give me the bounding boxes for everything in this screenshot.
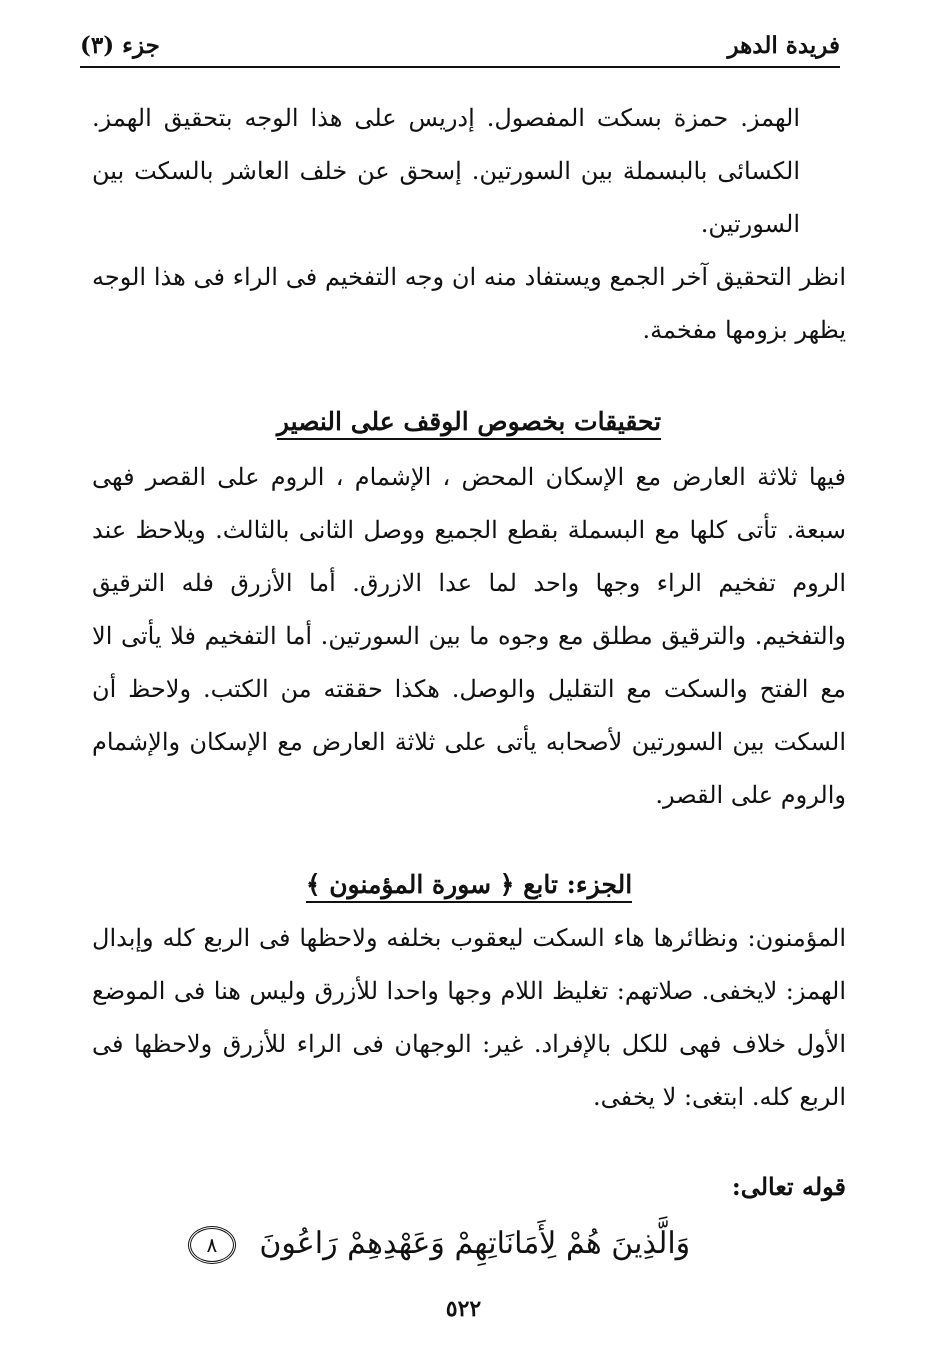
header-divider: [80, 66, 840, 68]
section-heading-surah-text: الجزء: تابع ﴿ سورة المؤمنون ﴾: [306, 870, 632, 903]
verse-label: قوله تعالى:: [731, 1172, 846, 1201]
section-body-waqf: فيها ثلاثة العارض مع الإسكان المحض ، الإشمام ، الروم على القصر فهى سبعة. تأتى كلها مع البسملة بقطع الجميع ووصل الثانى بالثالث. ويلاحظ عند الروم تفخيم الراء وجها واحد لما عدا الازرق. أما الأزرق فله الترقيق والتفخيم. والترقيق مطلق مع وجوه ما بين السورتين. أما التفخيم فلا يأتى الا مع الفتح والسكت مع التقليل والوصل. هكذا حققته من الكتب. ولاحظ أن السكت بين السورتين لأصحابه يأتى على ثلاثة العارض مع الإسكان والإشمام والروم على القصر.: [92, 463, 847, 809]
ayah-number-marker: ٨: [188, 1226, 236, 1264]
page-header: [80, 28, 840, 68]
section-heading-waqf: [92, 399, 846, 445]
section-body-surah: المؤمنون: ونظائرها هاء السكت ليعقوب بخلفه ولاحظها فى الربع كله وإبدال الهمز: لايخفى. صلاتهم: تغليظ اللام وجها واحدا للأزرق وليس هنا فى الموضع الأول خلاف فهى للكل بالإفراد. غير: الوجهان فى الراء للأزرق ولاحظها فى الربع كله. ابتغى: لا يخفى.: [92, 924, 846, 1111]
page-number: ٥٢٢: [445, 1296, 482, 1322]
part-number: جزء (٣): [80, 32, 160, 59]
verse-text: وَالَّذِينَ هُمْ لِأَمَانَاتِهِمْ وَعَهْدِهِمْ رَاعُونَ: [259, 1226, 691, 1261]
page-content: [92, 92, 846, 1272]
paragraph-note: انظر التحقيق آخر الجمع ويستفاد منه ان وجه التفخيم فى الراء فى هذا الوجه يظهر بزومها مفخمة.: [92, 263, 846, 344]
section-heading-surah: [92, 862, 846, 908]
paragraph-readings: الهمز. حمزة بسكت المفصول. إدريس على هذا الوجه بتحقيق الهمز. الكسائى بالبسملة بين السورتين. إسحق عن خلف العاشر بالسكت بين السورتين.: [92, 104, 800, 238]
quran-verse: [92, 1216, 846, 1272]
section-heading-waqf-text: تحقيقات بخصوص الوقف على النصير: [277, 407, 661, 440]
book-title: فريدة الدهر: [727, 32, 840, 59]
